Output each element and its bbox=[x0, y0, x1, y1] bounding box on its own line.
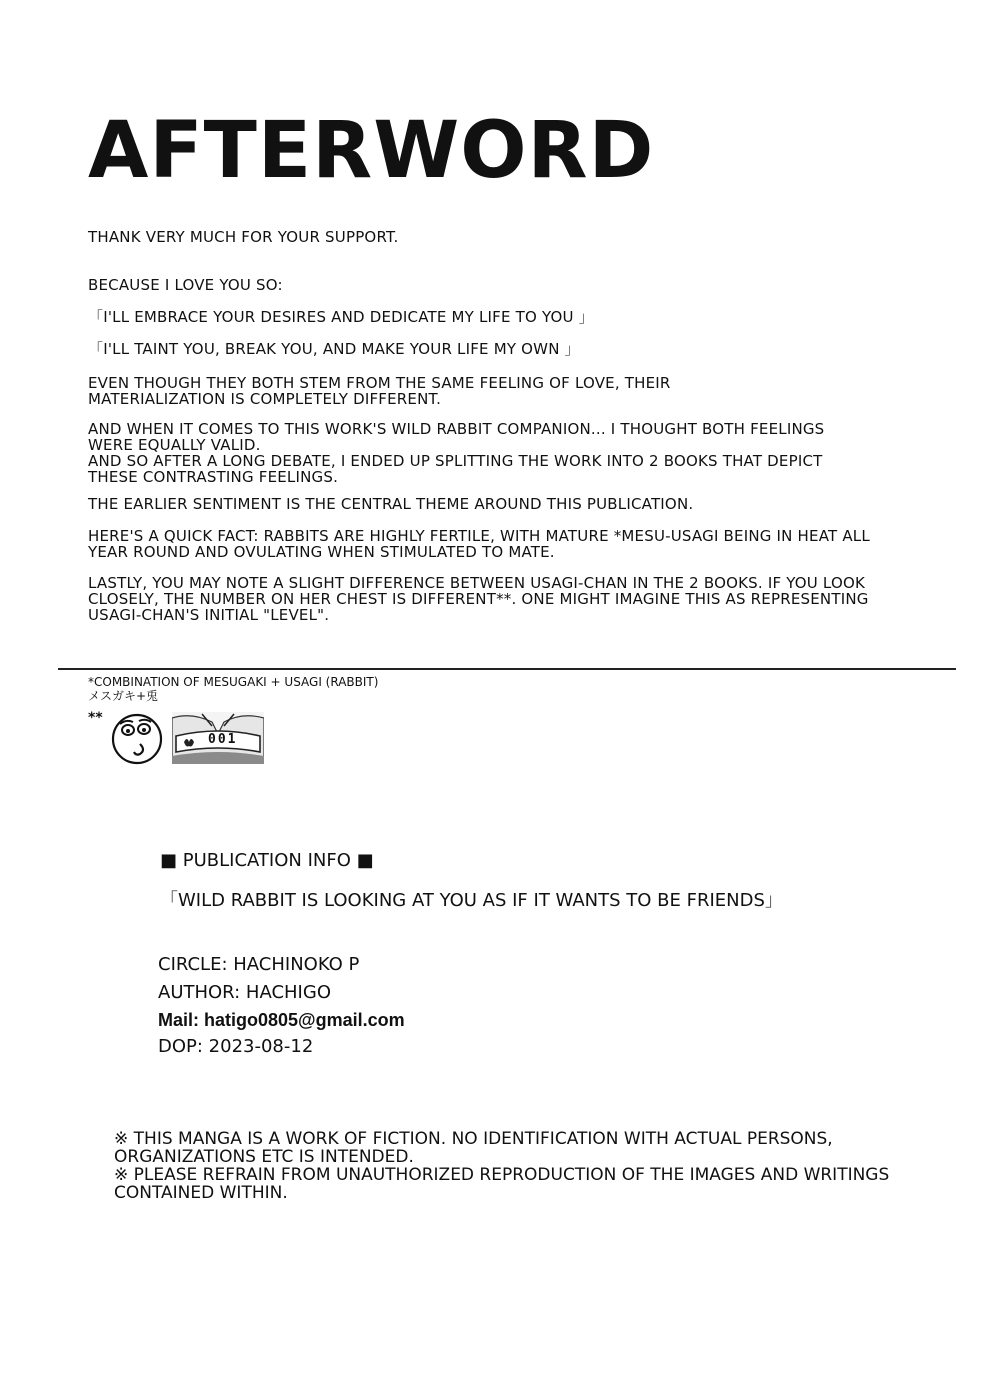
footnote-1-en: *COMBINATION OF MESUGAKI + USAGI (RABBIT) bbox=[88, 675, 379, 689]
paragraph-quick-fact: HERE'S A QUICK FACT: RABBITS ARE HIGHLY FERTILE, WITH MATURE *MESU-USAGI BEING IN HEAT ALL YEAR ROUND AND OVULATING WHEN STIMULATED TO MATE. bbox=[88, 527, 870, 561]
paragraph-because: BECAUSE I LOVE YOU SO: bbox=[88, 276, 283, 294]
chest-number-label: 001 bbox=[208, 732, 238, 747]
paragraph-long-debate: AND SO AFTER A LONG DEBATE, I ENDED UP SPLITTING THE WORK INTO 2 BOOKS THAT DEPICT THESE CONTRASTING FEELINGS. bbox=[88, 452, 823, 486]
author-info: AUTHOR: HACHIGO bbox=[158, 982, 331, 1003]
page-title: AFTERWORD bbox=[88, 106, 655, 196]
quote-embrace: 「I'LL EMBRACE YOUR DESIRES AND DEDICATE MY LIFE TO YOU 」 bbox=[88, 308, 594, 326]
footnote-1-jp: メスガキ+兎 bbox=[88, 689, 159, 703]
paragraph-thanks: THANK VERY MUCH FOR YOUR SUPPORT. bbox=[88, 228, 399, 246]
divider-line bbox=[58, 668, 956, 670]
chest-number-illustration bbox=[172, 712, 264, 764]
publication-heading: ■ PUBLICATION INFO ■ bbox=[160, 850, 374, 871]
paragraph-wild-rabbit: AND WHEN IT COMES TO THIS WORK'S WILD RABBIT COMPANION... I THOUGHT BOTH FEELINGS WERE EQUALLY VALID. bbox=[88, 420, 825, 454]
mail-info: Mail: hatigo0805@gmail.com bbox=[158, 1010, 405, 1030]
paragraph-lastly: LASTLY, YOU MAY NOTE A SLIGHT DIFFERENCE BETWEEN USAGI-CHAN IN THE 2 BOOKS. IF YOU LOOK CLOSELY, THE NUMBER ON HER CHEST IS DIFFERENT**. ONE MIGHT IMAGINE THIS AS REPRESENTING USAGI-CHAN'S INITIAL "LEVEL". bbox=[88, 574, 869, 624]
publication-title: 「WILD RABBIT IS LOOKING AT YOU AS IF IT WANTS TO BE FRIENDS」 bbox=[160, 890, 783, 911]
dop-info: DOP: 2023-08-12 bbox=[158, 1036, 314, 1057]
circle-info: CIRCLE: HACHINOKO P bbox=[158, 954, 360, 975]
footnote-2-marker: ** bbox=[88, 710, 103, 726]
notice-fiction: ※ THIS MANGA IS A WORK OF FICTION. NO IDENTIFICATION WITH ACTUAL PERSONS, ORGANIZATIONS ETC IS INTENDED. bbox=[114, 1129, 833, 1167]
quote-taint: 「I'LL TAINT YOU, BREAK YOU, AND MAKE YOUR LIFE MY OWN 」 bbox=[88, 340, 580, 358]
paragraph-central-theme: THE EARLIER SENTIMENT IS THE CENTRAL THEME AROUND THIS PUBLICATION. bbox=[88, 495, 694, 513]
notice-reproduction: ※ PLEASE REFRAIN FROM UNAUTHORIZED REPRODUCTION OF THE IMAGES AND WRITINGS CONTAINED WITHIN. bbox=[114, 1165, 890, 1203]
smirk-face-doodle bbox=[110, 710, 166, 766]
paragraph-same-feeling: EVEN THOUGH THEY BOTH STEM FROM THE SAME FEELING OF LOVE, THEIR MATERIALIZATION IS COMPLETELY DIFFERENT. bbox=[88, 374, 671, 408]
